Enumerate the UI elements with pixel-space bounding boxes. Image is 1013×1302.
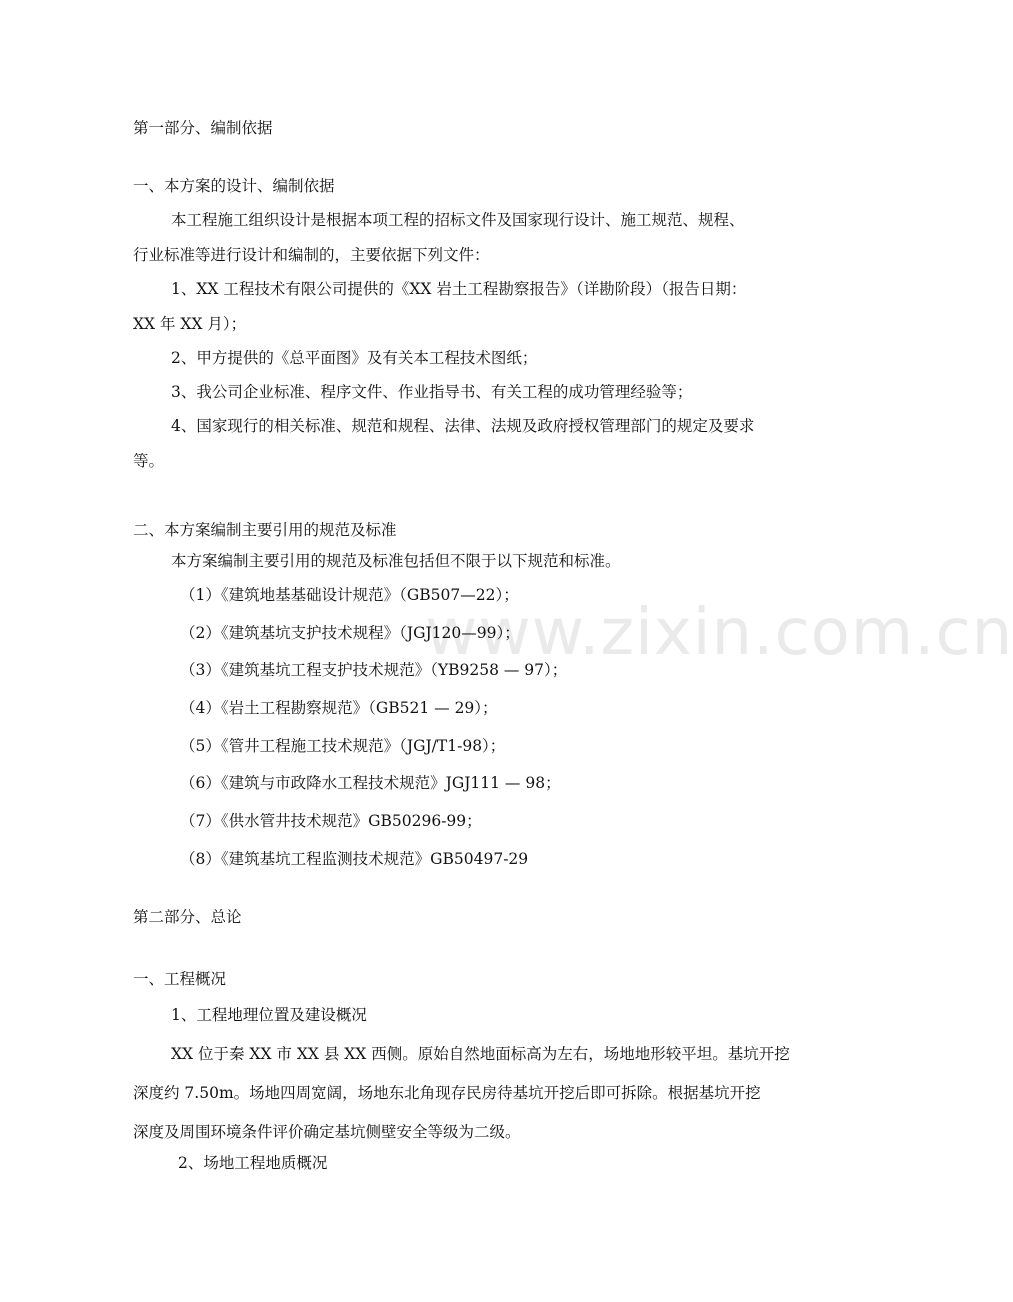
section1-heading: 一、本方案的设计、编制依据	[133, 177, 335, 195]
standard-item-7: （7）《供水管井技术规范》GB50296-99；	[180, 812, 482, 830]
section2-heading: 二、本方案编制主要引用的规范及标准	[133, 521, 397, 539]
basis-item-3: 3、我公司企业标准、程序文件、作业指导书、有关工程的成功管理经验等；	[171, 383, 693, 401]
standard-item-4: （4）《岩土工程勘察规范》（GB521 — 29）；	[180, 699, 498, 717]
overview-heading: 一、工程概况	[133, 970, 227, 988]
overview-sub2-heading: 2、场地工程地质概况	[178, 1154, 328, 1172]
overview-sub1-line1: XX 位于秦 XX 市 XX 县 XX 西侧。原始自然地面标高为左右，场地地形较平坦。基坑开挖	[171, 1045, 790, 1063]
section2-intro: 本方案编制主要引用的规范及标准包括但不限于以下规范和标准。	[171, 552, 621, 570]
basis-item-4-line2: 等。	[133, 452, 165, 470]
overview-sub1-line2: 深度约 7.50m。场地四周宽阔，场地东北角现存民房待基坑开挖后即可拆除。根据基坑开挖	[133, 1084, 761, 1102]
standard-item-5: （5）《管井工程施工技术规范》（JGJ/T1-98）；	[180, 737, 506, 755]
basis-item-1-line1: 1、XX 工程技术有限公司提供的《XX 岩土工程勘察报告》（详勘阶段）（报告日期：	[171, 280, 747, 298]
standard-item-3: （3）《建筑基坑工程支护技术规范》（YB9258 — 97）；	[180, 661, 568, 679]
section1-intro-line2: 行业标准等进行设计和编制的，主要依据下列文件：	[133, 246, 490, 264]
part2-title: 第二部分、总论	[133, 908, 242, 926]
basis-item-1-line2: XX 年 XX 月）；	[133, 315, 247, 333]
section1-intro-line1: 本工程施工组织设计是根据本项工程的招标文件及国家现行设计、施工规范、规程、	[171, 211, 745, 229]
overview-sub1-line3: 深度及周围环境条件评价确定基坑侧壁安全等级为二级。	[133, 1123, 521, 1141]
part1-title: 第一部分、编制依据	[133, 119, 273, 137]
basis-item-4-line1: 4、国家现行的相关标准、规范和规程、法律、法规及政府授权管理部门的规定及要求	[171, 417, 755, 435]
standard-item-6: （6）《建筑与市政降水工程技术规范》JGJ111 — 98；	[180, 774, 561, 792]
standard-item-2: （2）《建筑基坑支护技术规程》（JGJ120—99）；	[180, 624, 520, 642]
watermark: www.zixin.com.cn	[425, 596, 1013, 670]
basis-item-2: 2、甲方提供的《总平面图》及有关本工程技术图纸；	[171, 349, 538, 367]
standard-item-8: （8）《建筑基坑工程监测技术规范》GB50497-29	[180, 850, 529, 868]
standard-item-1: （1）《建筑地基基础设计规范》（GB507—22）；	[180, 586, 519, 604]
overview-sub1-heading: 1、工程地理位置及建设概况	[171, 1006, 367, 1024]
